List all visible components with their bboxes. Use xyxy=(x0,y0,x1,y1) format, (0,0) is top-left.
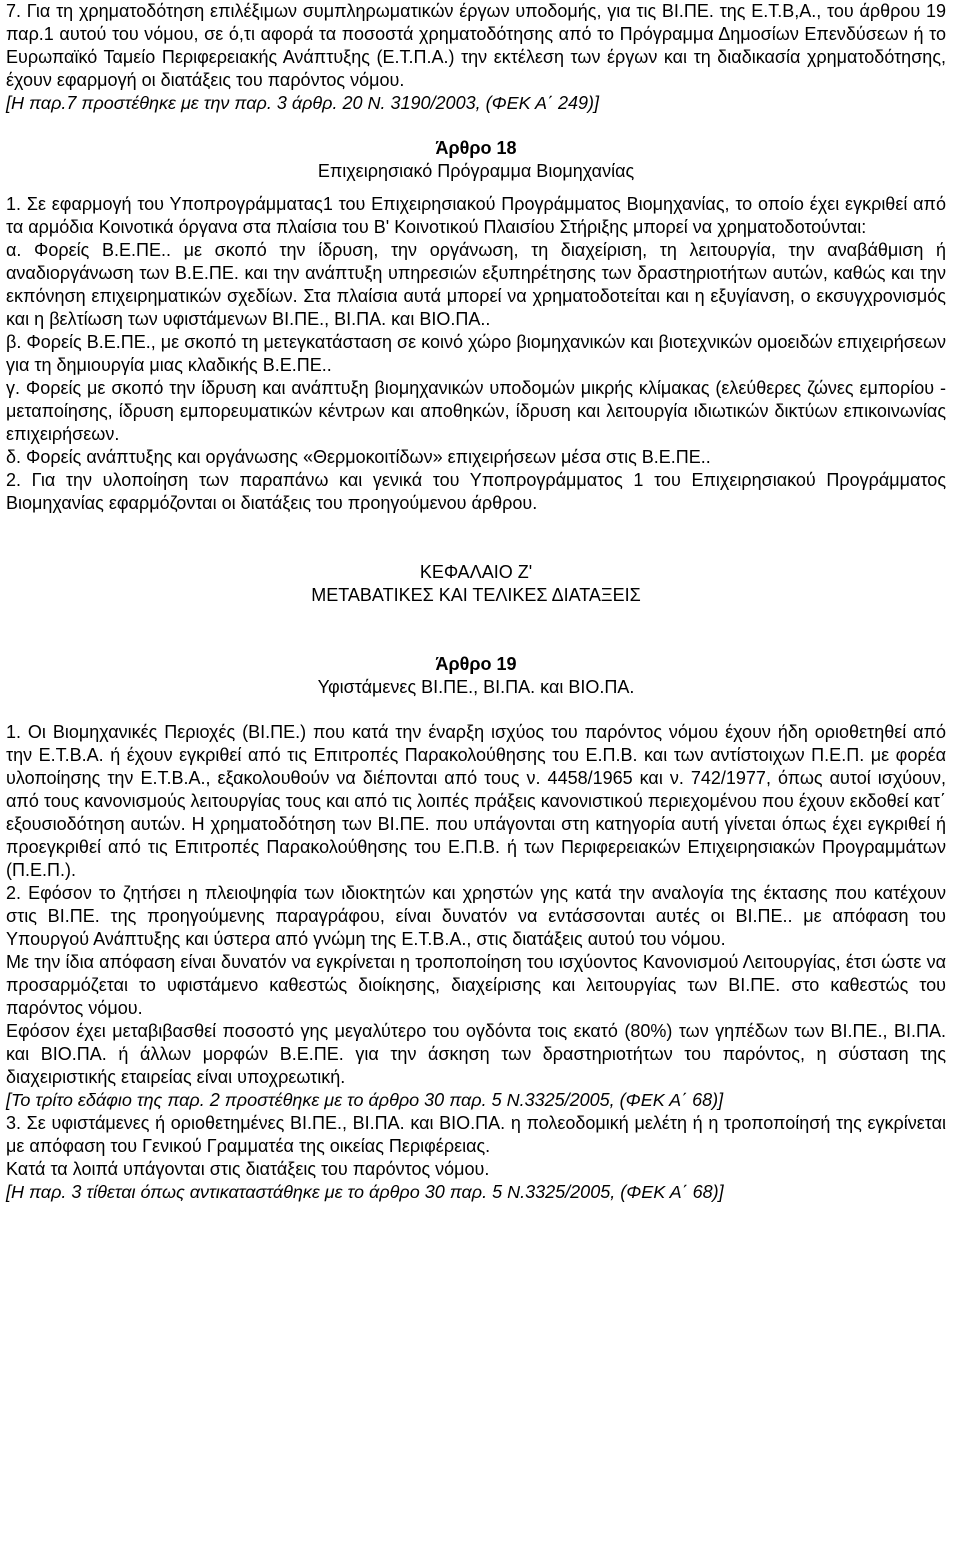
article-18-paragraph-2: 2. Για την υλοποίηση των παραπάνω και γενικά του Υποπρογράμματος 1 του Επιχειρησιακού Προγράμματος Βιομηχανίας εφαρμόζονται οι διατάξεις του προηγούμενου άρθρου. xyxy=(6,470,946,513)
article-19-subtitle: Υφιστάμενες ΒΙ.ΠΕ., ΒΙ.ΠΑ. και ΒΙΟ.ΠΑ. xyxy=(317,677,635,697)
paragraph-7: 7. Για τη χρηματοδότηση επιλέξιμων συμπληρωματικών έργων υποδομής, για τις ΒΙ.ΠΕ. της Ε.Τ.Β,Α., του άρθρου 19 παρ.1 αυτού του νόμου, σε ό,τι αφορά τα ποσοστά χρηματοδότησης από το Πρόγραμμα Δημοσίων Επενδύσεων ή το Ευρωπαϊκό Ταμείο Περιφερειακής Ανάπτυξης (Ε.Τ.Π.Α.) την εκτέλεση των έργων και τη διαδικασία χρηματοδότησης, έχουν εφαρμογή οι διατάξεις του παρόντος νόμου. xyxy=(6,1,946,90)
article-19-heading: Άρθρο 19 xyxy=(435,654,517,674)
article-18-paragraph-1: 1. Σε εφαρμογή του Υποπρογράμματας1 του Επιχειρησιακού Προγράμματος Βιομηχανίας, το οποίο έχει εγκριθεί από τα αρμόδια Κοινοτικά όργανα στα πλαίσια του Β' Κοινοτικού Πλαισίου Στήριξης μπορεί να χρηματοδοτούνται: xyxy=(6,194,946,237)
article-19-paragraph-2-third-sentence: Εφόσον έχει μεταβιβασθεί ποσοστό γης μεγαλύτερο του ογδόντα τοις εκατό (80%) των γηπέδων των ΒΙ.ΠΕ., ΒΙ.ΠΑ. και ΒΙΟ.ΠΑ. ή άλλων μορφών Β.Ε.ΠΕ. για την άσκηση των δραστηριοτήτων του παρόντος, η σύσταση της διαχειριστικής εταιρείας είναι υποχρεωτική. xyxy=(6,1021,946,1087)
article-19-paragraph-3-second-sentence: Κατά τα λοιπά υπάγονται στις διατάξεις του παρόντος νόμου. xyxy=(6,1159,490,1179)
chapter-title: ΜΕΤΑΒΑΤΙΚΕΣ ΚΑΙ ΤΕΛΙΚΕΣ ΔΙΑΤΑΞΕΙΣ xyxy=(311,585,641,605)
amendment-note-par3: [Η παρ. 3 τίθεται όπως αντικαταστάθηκε με το άρθρο 30 παρ. 5 Ν.3325/2005, (ΦΕΚ Α΄ 68)] xyxy=(6,1182,724,1202)
amendment-note-par7: [Η παρ.7 προστέθηκε με την παρ. 3 άρθρ. 20 Ν. 3190/2003, (ΦΕΚ Α΄ 249)] xyxy=(6,93,600,113)
amendment-note-par2: [Το τρίτο εδάφιο της παρ. 2 προστέθηκε με το άρθρο 30 παρ. 5 Ν.3325/2005, (ΦΕΚ Α΄ 68)] xyxy=(6,1090,724,1110)
article-19-paragraph-2: 2. Εφόσον το ζητήσει η πλειοψηφία των ιδιοκτητών και χρηστών γης κατά την αναλογία της έκτασης που κατέχουν στις ΒΙ.ΠΕ. της προηγούμενης παραγράφου, είναι δυνατόν να εντάσσονται αυτές οι ΒΙ.ΠΕ.. με απόφαση του Υπουργού Ανάπτυξης και ύστερα από γνώμη της Ε.Τ.Β.Α., στις διατάξεις αυτού του νόμου. xyxy=(6,883,946,949)
article-18-item-a: α. Φορείς Β.Ε.ΠΕ.. με σκοπό την ίδρυση, την οργάνωση, τη διαχείριση, τη λειτουργία, την αναβάθμιση ή αναδιοργάνωση των Β.Ε.ΠΕ. και την ανάπτυξη υπηρεσιών εξυπηρέτησης των δραστηριοτήτων αυτών, καθώς και την εκπόνηση επιχειρηματικών σχεδίων. Στα πλαίσια αυτά μπορεί να χρηματοδοτείται και η εξυγίανση, ο εκσυγχρονισμός και η βελτίωση των υφιστάμενων ΒΙ.ΠΕ., ΒΙ.ΠΑ. και ΒΙΟ.ΠΑ.. xyxy=(6,240,946,329)
article-18-subtitle: Επιχειρησιακό Πρόγραμμα Βιομηχανίας xyxy=(317,161,635,181)
article-19-paragraph-1: 1. Οι Βιομηχανικές Περιοχές (ΒΙ.ΠΕ.) που κατά την έναρξη ισχύος του παρόντος νόμου έχουν ήδη οριοθετηθεί από την Ε.Τ.Β.Α. ή έχουν εγκριθεί από τις Επιτροπές Παρακολούθησης του Ε.Π.Β. και των αντίστοιχων Π.Ε.Π. με φορέα υλοποίησης την Ε.Τ.Β.Α., εξακολουθούν να διέπονται από τους ν. 4458/1965 και ν. 742/1977, όπως αυτοί ισχύουν, από τους κανονισμούς λειτουργίας τους και από τις λοιπές πράξεις κανονιστικού περιεχομένου που έχουν εκδοθεί κατ΄ εξουσιοδότηση αυτών. Η χρηματοδότηση των ΒΙ.ΠΕ. που υπάγονται στη κατηγορία αυτή γίνεται όπως έχει εγκριθεί ή προεγκριθεί από τις Επιτροπές Παρακολούθησης του Ε.Π.Β. ή των Περιφερειακών Επιχειρησιακών Προγραμμάτων (Π.Ε.Π.). xyxy=(6,722,946,880)
article-19-paragraph-2-second-sentence: Με την ίδια απόφαση είναι δυνατόν να εγκρίνεται η τροποποίηση του ισχύοντος Κανονισμού Λειτουργίας, έτσι ώστε να προσαρμόζεται το υφιστάμενο καθεστώς διοίκησης, διαχείρισης και λειτουργίας των ΒΙ.ΠΕ. στο καθεστώς του παρόντος νόμου. xyxy=(6,952,946,1018)
article-18-item-b: β. Φορείς Β.Ε.ΠΕ., με σκοπό τη μετεγκατάσταση σε κοινό χώρο βιομηχανικών και βιοτεχνικών ομοειδών επιχειρήσεων για τη δημιουργία μιας κλαδικής Β.Ε.ΠΕ.. xyxy=(6,332,946,375)
chapter-number: ΚΕΦΑΛΑΙΟ Ζ' xyxy=(419,562,533,582)
article-18-heading: Άρθρο 18 xyxy=(435,138,517,158)
article-18-item-c: γ. Φορείς με σκοπό την ίδρυση και ανάπτυξη βιομηχανικών υποδομών μικρής κλίμακας (ελεύθερες ζώνες εμπορίου - μεταποίησης, ίδρυση εμπορευματικών κέντρων και αποθηκών, ίδρυση και λειτουργία ιδιωτικών δικτύων επικοινωνίας επιχειρήσεων. xyxy=(6,378,946,444)
article-18-item-d: δ. Φορείς ανάπτυξης και οργάνωσης «Θερμοκοιτίδων» επιχειρήσεων μέσα στις Β.Ε.ΠΕ.. xyxy=(6,447,711,467)
article-19-paragraph-3: 3. Σε υφιστάμενες ή οριοθετημένες ΒΙ.ΠΕ., ΒΙ.ΠΑ. και ΒΙΟ.ΠΑ. η πολεοδομική μελέτη ή η τροποποίησή της εγκρίνεται με απόφαση του Γενικού Γραμματέα της οικείας Περιφέρειας. xyxy=(6,1113,946,1156)
